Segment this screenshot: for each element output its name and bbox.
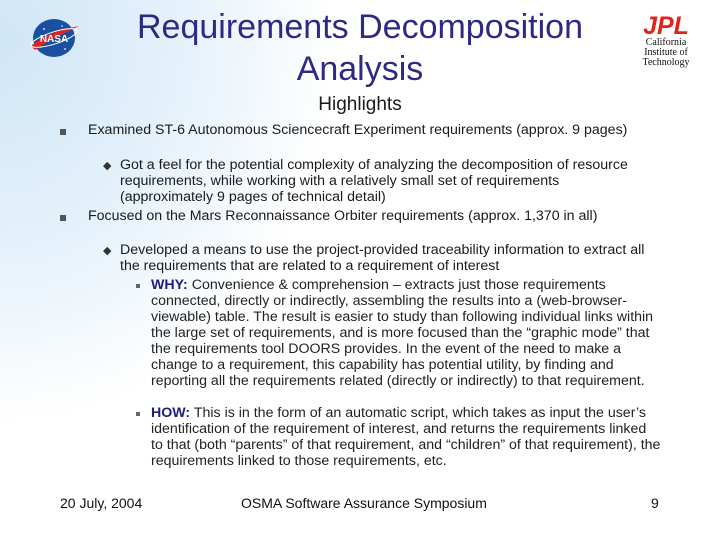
jpl-logo (634, 10, 698, 76)
footer-event: OSMA Software Assurance Symposium (241, 495, 487, 511)
diamond-bullet-icon: ◆ (103, 160, 112, 172)
sub-bullet-item: Got a feel for the potential complexity of analyzing the decomposition of resource requirements, while working with a relatively small set of requirements (approximately 9 pages of technical detail) (120, 157, 628, 205)
why-label: WHY: (151, 277, 188, 293)
sub-sub-bullet-how (151, 405, 661, 469)
small-square-bullet-icon (136, 284, 140, 288)
page-number: 9 (651, 495, 659, 511)
sub-bullet-item: Developed a means to use the project-provided traceability information to extract all the requirements that are related to a requirement of interest (120, 242, 645, 274)
square-bullet-icon (60, 215, 66, 221)
why-text: Convenience & comprehension – extracts just those requirements connected, directly or indirectly, assembling the results into a (web-browser-viewable) table. The result is easier to study than following individual links within the large set of requirements, and is more focused than the “graphic mode” that the requirements tool DOORS provides. In the event of the need to make a change to a requirement, this capability has potential utility, by finding and reporting all the requirements related (directly or indirectly) to that requirement. (151, 277, 654, 389)
nasa-logo (27, 16, 81, 60)
jpl-caltech-line1: California (645, 37, 687, 48)
diamond-bullet-icon: ◆ (103, 245, 112, 257)
bullet-item: Focused on the Mars Reconnaissance Orbiter requirements (approx. 1,370 in all) (88, 208, 598, 224)
svg-text:JPL: JPL (643, 12, 689, 38)
slide-subtitle: Highlights (318, 94, 402, 115)
jpl-caltech-line2: Institute of (644, 47, 688, 58)
svg-text:NASA: NASA (39, 34, 69, 45)
slide-title-line2: Analysis (296, 50, 424, 88)
jpl-caltech-line3: Technology (642, 57, 690, 68)
how-text: This is in the form of an automatic script, which takes as input the user’s identification of the requirement of interest, and returns the requirements linked to that (both “parents” of that requirement, and “children” of that requirement), the requirements linked to those requirements, etc. (151, 405, 661, 469)
footer-date: 20 July, 2004 (60, 495, 143, 511)
bullet-item: Examined ST-6 Autonomous Sciencecraft Experiment requirements (approx. 9 pages) (88, 122, 628, 138)
small-square-bullet-icon (136, 412, 140, 416)
square-bullet-icon (60, 129, 66, 135)
how-label: HOW: (151, 405, 191, 421)
slide-title (100, 6, 620, 90)
jpl-wordmark (634, 10, 698, 38)
sub-sub-bullet-why (151, 277, 661, 389)
slide-title-line1: Requirements Decomposition (137, 8, 583, 46)
